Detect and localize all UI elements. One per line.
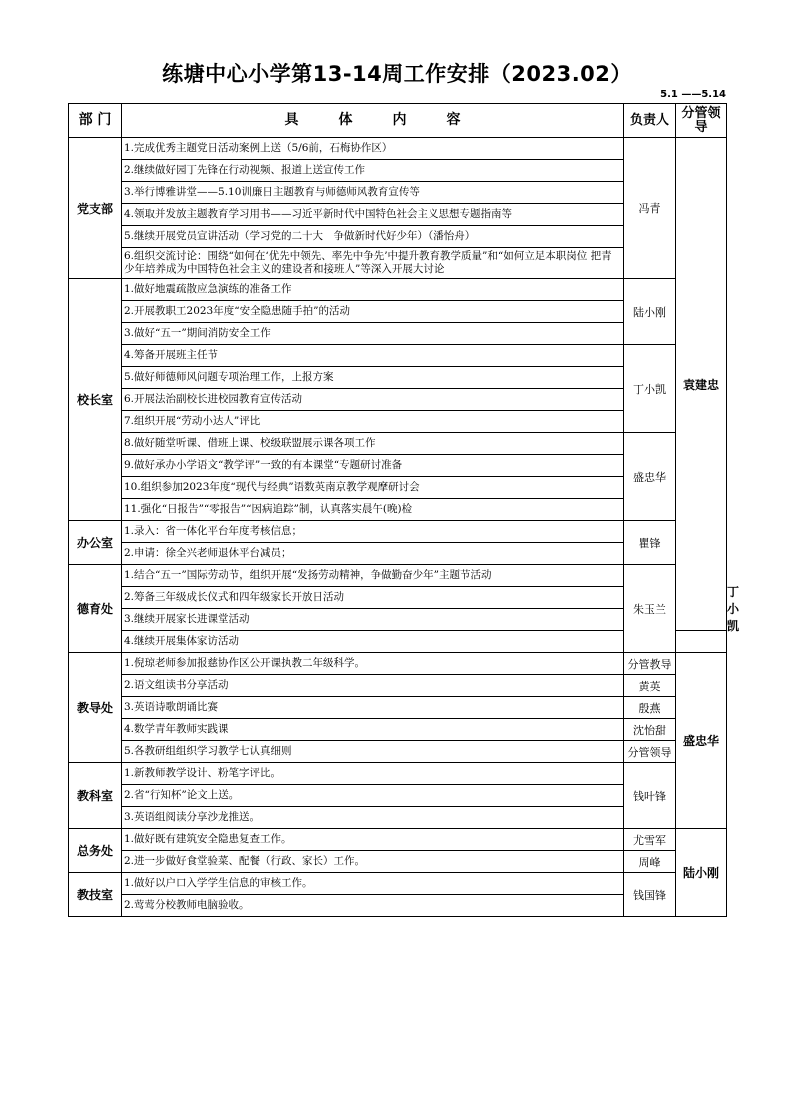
dept-cell-principal: 校长室 [69, 279, 122, 521]
task-item: 2.进一步做好食堂验菜、配餐（行政、家长）工作。 [122, 851, 624, 873]
dept-cell-general: 总务处 [69, 829, 122, 873]
manager-cell: 袁建忠 [676, 138, 727, 631]
dept-cell-moral: 德育处 [69, 565, 122, 653]
table-row [69, 433, 727, 455]
task-item: 9.做好承办小学语文“教学评”一致的有本课堂“专题研讨准备 [122, 455, 624, 477]
task-item: 3.英语组阅读分享沙龙推送。 [122, 807, 624, 829]
table-row [69, 829, 727, 851]
task-item: 1.做好地震疏散应急演练的准备工作 [122, 279, 624, 301]
task-item: 5.继续开展党员宣讲活动（学习党的二十大 争做新时代好少年）（潘怡舟） [122, 226, 624, 248]
responsible-cell: 黄英 [624, 675, 676, 697]
responsible-cell: 钱国锋 [624, 873, 676, 917]
task-item: 5.做好师德师风问题专项治理工作，上报方案 [122, 367, 624, 389]
table-row [69, 279, 727, 301]
task-item: 2.莺莺分校教师电脑验收。 [122, 895, 624, 917]
task-item: 8.做好随堂听课、借班上课、校级联盟展示课各项工作 [122, 433, 624, 455]
responsible-cell: 钱叶锋 [624, 763, 676, 829]
responsible-cell: 陆小刚 [624, 279, 676, 345]
task-item: 7.组织开展“劳动小达人”评比 [122, 411, 624, 433]
table-row [69, 719, 727, 741]
table-row [69, 675, 727, 697]
dept-cell-tech: 教技室 [69, 873, 122, 917]
task-item: 1.做好以户口入学学生信息的审核工作。 [122, 873, 624, 895]
task-item: 1.录入：省一体化平台年度考核信息； [122, 521, 624, 543]
task-item: 4.筹备开展班主任节 [122, 345, 624, 367]
table-row [69, 521, 727, 543]
task-item: 2.申请：徐全兴老师退休平台减员； [122, 543, 624, 565]
task-item: 4.继续开展集体家访活动 [122, 631, 624, 653]
responsible-cell: 冯青 [624, 138, 676, 279]
table-row [69, 697, 727, 719]
task-item: 10.组织参加2023年度“现代与经典”语数英南京教学观摩研讨会 [122, 477, 624, 499]
task-item: 1.做好既有建筑安全隐患复查工作。 [122, 829, 624, 851]
table-row [69, 851, 727, 873]
header-content: 具体内容 [122, 104, 624, 138]
responsible-cell: 分管教导 [624, 653, 676, 675]
task-item: 3.继续开展家长进课堂活动 [122, 609, 624, 631]
table-row [69, 653, 727, 675]
task-item: 2.开展教职工2023年度“安全隐患随手拍”的活动 [122, 301, 624, 323]
task-item: 2.继续做好园丁先锋在行动视频、报道上送宣传工作 [122, 160, 624, 182]
responsible-cell: 尤雪军 [624, 829, 676, 851]
responsible-cell: 分管领导 [624, 741, 676, 763]
header-responsible: 负责人 [624, 104, 676, 138]
dept-cell-research: 教科室 [69, 763, 122, 829]
task-item: 4.数学青年教师实践课 [122, 719, 624, 741]
date-range: 5.1 ——5.14 [660, 89, 726, 100]
task-item: 4.领取并发放主题教育学习用书——习近平新时代中国特色社会主义思想专题指南等 [122, 204, 624, 226]
header-manager: 分管领导 [676, 104, 727, 138]
responsible-cell: 丁小凯 [624, 345, 676, 433]
task-item: 5.各教研组组织学习教学七认真细则 [122, 741, 624, 763]
responsible-cell: 殷燕 [624, 697, 676, 719]
dept-cell-party: 党支部 [69, 138, 122, 279]
table-row [69, 873, 727, 895]
responsible-cell: 盛忠华 [624, 433, 676, 521]
task-item: 2.筹备三年级成长仪式和四年级家长开放日活动 [122, 587, 624, 609]
task-item: 6.开展法治副校长进校园教育宣传活动 [122, 389, 624, 411]
manager-cell: 陆小刚 [676, 829, 727, 917]
manager-cell: 盛忠华 [676, 653, 727, 829]
table-row [69, 763, 727, 785]
task-item: 2.语文组读书分享活动 [122, 675, 624, 697]
table-row [69, 138, 727, 160]
task-item: 3.做好“五一”期间消防安全工作 [122, 323, 624, 345]
task-item: 1.完成优秀主题党日活动案例上送（5/6前，石梅协作区） [122, 138, 624, 160]
task-item: 3.举行博雅讲堂——5.10训廉日主题教育与师德师风教育宣传等 [122, 182, 624, 204]
task-item: 11.强化“日报告”“零报告”“因病追踪”制，认真落实晨午(晚)检 [122, 499, 624, 521]
schedule-table [68, 103, 740, 917]
task-item: 2.省“行知杯”论文上送。 [122, 785, 624, 807]
table-row [69, 345, 727, 367]
task-item: 1.新教师教学设计、粉笔字评比。 [122, 763, 624, 785]
header-row [69, 104, 727, 138]
task-item: 1.倪琼老师参加报慈协作区公开课执教二年级科学。 [122, 653, 624, 675]
page-title: 练塘中心小学第13-14周工作安排（2023.02） [162, 62, 632, 86]
task-item: 1.结合“五一”国际劳动节，组织开展“发扬劳动精神，争做勤奋少年”主题节活动 [122, 565, 624, 587]
dept-cell-office: 办公室 [69, 521, 122, 565]
responsible-cell: 沈怡甜 [624, 719, 676, 741]
task-item: 3.英语诗歌朗诵比赛 [122, 697, 624, 719]
header-dept: 部 门 [69, 104, 122, 138]
responsible-cell: 朱玉兰 [624, 565, 676, 653]
responsible-cell: 周峰 [624, 851, 676, 873]
table-row: 德育处 1.结合“五一”国际劳动节，组织开展“发扬劳动精神，争做勤奋少年”主题节活动 朱玉兰 丁小凯 [69, 565, 727, 587]
dept-cell-academic: 教导处 [69, 653, 122, 763]
responsible-cell: 瞿锋 [624, 521, 676, 565]
task-item: 6.组织交流讨论：围绕“如何在‘优先中领先、率先中争先’中提升教育教学质量”和“如何立足本职岗位 把青少年培养成为中国特色社会主义的建设者和接班人”等深入开展大讨论 [122, 248, 624, 279]
table-row [69, 741, 727, 763]
